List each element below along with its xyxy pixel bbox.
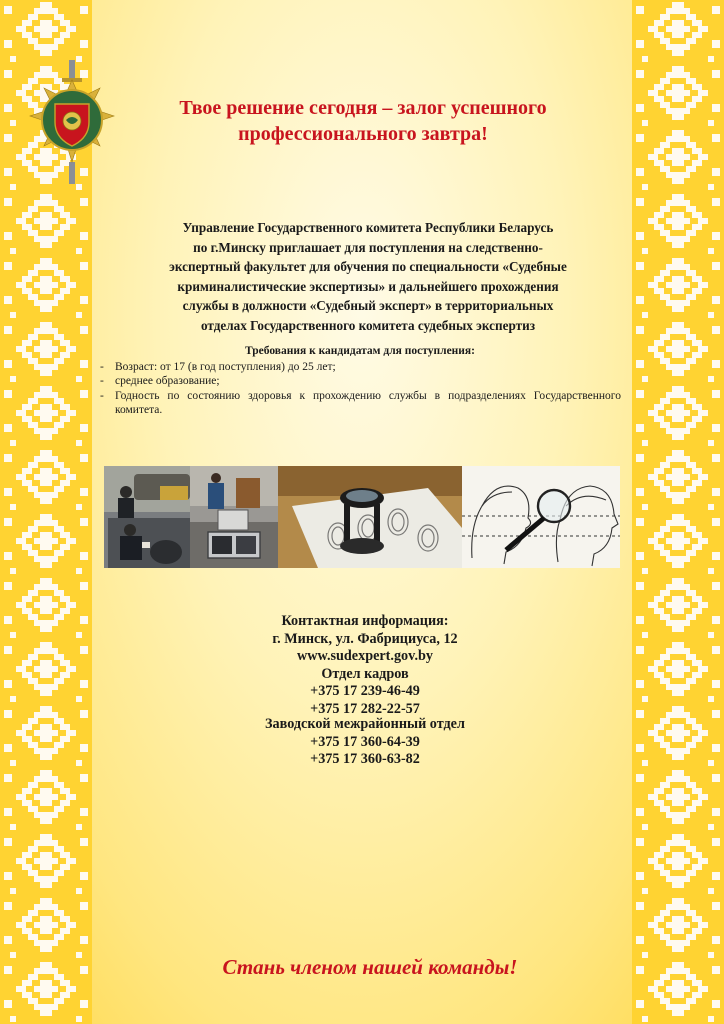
intro-line: Управление Государственного комитета Республики Беларусь	[182, 220, 554, 235]
right-ornament-band	[632, 0, 724, 1024]
contact-website[interactable]: www.sudexpert.gov.by	[297, 648, 433, 665]
intro-line: криминалистические экспертизы» и дальнейшего прохождения	[177, 278, 559, 294]
intro-line: экспертный факультет для обучения по специальности «Судебные	[169, 259, 567, 275]
contact-block	[160, 613, 570, 769]
contact-address: г. Минск, ул. Фабрициуса, 12	[272, 630, 458, 647]
zavod-department-title: Заводской межрайонный отдел	[265, 715, 465, 732]
requirement-item: - Возраст: от 17 (в год поступления) до 25 лет;	[98, 360, 621, 374]
photo-face-identification	[462, 466, 620, 568]
contacts-title: Контактная информация:	[281, 613, 449, 629]
intro-line: отделах Государственного комитета судебных экспертиз	[200, 317, 535, 333]
photo-experts-at-car	[104, 466, 190, 568]
committee-emblem	[22, 58, 122, 186]
intro-line: по г.Минску приглашает для поступления на следственно-	[193, 239, 543, 255]
zavod-phone-2: +375 17 360-63-82	[310, 751, 420, 768]
requirements-list	[98, 360, 621, 418]
headline-line-1: Твое решение сегодня – залог успешного	[179, 97, 547, 119]
intro-line: службы в должности «Судебный эксперт» в территориальных	[182, 298, 554, 314]
headline	[128, 95, 598, 147]
photo-strip	[104, 466, 620, 568]
requirements-title: Требования к кандидатам для поступления:	[245, 345, 475, 357]
closing-slogan: Стань членом нашей команды!	[222, 955, 518, 979]
hr-phone-1: +375 17 239-46-49	[310, 683, 420, 700]
requirement-item: - Годность по состоянию здоровья к прохождению службы в подразделениях Государственного комитета.	[98, 389, 621, 418]
hr-phone-2: +375 17 282-22-57	[310, 700, 420, 717]
hr-department-title: Отдел кадров	[321, 665, 409, 682]
photo-expert-with-kit	[190, 466, 278, 568]
requirement-item: - среднее образование;	[98, 374, 621, 388]
zavod-phone-1: +375 17 360-64-39	[310, 733, 420, 750]
photo-fingerprint-magnifier	[278, 466, 462, 568]
headline-line-2: профессионального завтра!	[238, 123, 488, 145]
invitation-paragraph	[128, 218, 608, 336]
